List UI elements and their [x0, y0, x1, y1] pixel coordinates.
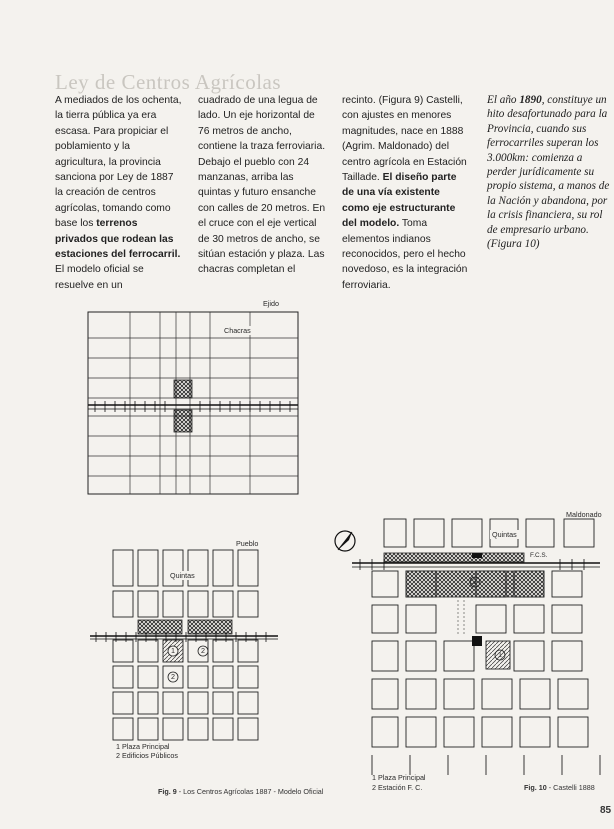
caption-fig-number: Fig. 10 — [524, 783, 547, 792]
quote-text: El año — [487, 94, 520, 106]
paragraph: cuadrado de una legua de lado. Un eje horizontal de 76 metros de ancho, contiene la traza ferroviaria. Debajo el pueblo con 24 manzanas, arriba las quintas y futuro ensanche con calles de 20 metros. En el cruce con el eje vertical de 30 metros de ancho, se sitúan estación y plaza. Las chacras completan el — [198, 95, 326, 276]
caption-fig-number: Fig. 9 — [158, 787, 177, 796]
railway-line — [88, 405, 298, 409]
label-quintas-castelli: Quintas — [492, 530, 517, 539]
legend-item-1: 1 Plaza Principal — [116, 742, 170, 751]
marker-1-castelli: 1 — [498, 650, 502, 659]
label-chacras: Chacras — [224, 326, 251, 335]
station-block-right — [188, 620, 232, 634]
caption-text: - Los Centros Agrícolas 1887 - Modelo Oficial — [176, 787, 324, 796]
marker-1-label: 1 — [171, 646, 175, 655]
quote-text: , constituye un hito desafortunado para la Provincia, cuando sus ferrocarriles superan los 3.000km: comienza a perder jurídicamente su propio sistema, a manos de la Nación y abandona, por la crisis financiera, su rol de empresario urbano. (Figura 10) — [487, 94, 610, 251]
quote-year: 1890 — [519, 94, 542, 106]
label-fcs: F.C.S. — [530, 552, 548, 559]
railway-line-pueblo — [90, 632, 278, 642]
station-building — [472, 553, 482, 558]
legend-item-1-castelli: 1 Plaza Principal — [372, 773, 426, 782]
label-maldonado: Maldonado — [566, 510, 602, 519]
vertical-axis-dashed — [458, 600, 464, 636]
compass-icon — [335, 531, 355, 551]
chacras-grid — [88, 312, 298, 494]
legend-item-2-castelli: 2 Estación F. C. — [372, 783, 423, 792]
page-number: 85 — [600, 805, 612, 816]
label-pueblo: Pueblo — [236, 539, 259, 548]
text-span: recinto. (Figura 9) Castelli, con ajustes en menores magnitudes, nace en 1888 (Agrim. Maldonado) del centro agrícola en Estación Taillade. — [342, 95, 467, 184]
text-span: El modelo oficial se resuelve en un — [55, 264, 144, 291]
bold-text: terrenos privados que rodean las estaciones del ferrocarril. — [55, 218, 181, 261]
pueblo-block-lower — [174, 410, 192, 432]
legend-item-2: 2 Edificios Públicos — [116, 751, 178, 760]
label-ejido: Ejido — [263, 299, 279, 308]
station-fc-marker — [472, 636, 482, 646]
text-span: Toma elementos indianos reconocidos, pero el hecho novedoso, es la integración ferroviaria. — [342, 218, 468, 291]
text-span: A mediados de los ochenta, la tierra pública ya era escasa. Para propiciar el poblamiento y la agricultura, la provincia sanciona por Ley de 1887 la creación de centros agrícolas, tomando como base los — [55, 95, 182, 230]
station-block-left — [138, 620, 182, 634]
figure-10-caption — [524, 783, 595, 792]
bold-text: El diseño parte de una vía existente como eje estructurante del modelo. — [342, 172, 457, 230]
marker-2-castelli: 2 — [473, 577, 477, 586]
ejido-boundary — [88, 312, 298, 494]
station-strip — [384, 553, 524, 562]
marker-2-label: 2 — [171, 672, 175, 681]
caption-text: - Castelli 1888 — [546, 783, 595, 792]
marker-2-label: 2 — [201, 646, 205, 655]
section-heading: Ley de Centros Agrícolas — [55, 70, 282, 94]
figure-9-caption — [158, 787, 323, 796]
pueblo-block-upper — [174, 380, 192, 398]
railway-ticks — [95, 401, 290, 412]
label-quintas: Quintas — [170, 571, 195, 580]
